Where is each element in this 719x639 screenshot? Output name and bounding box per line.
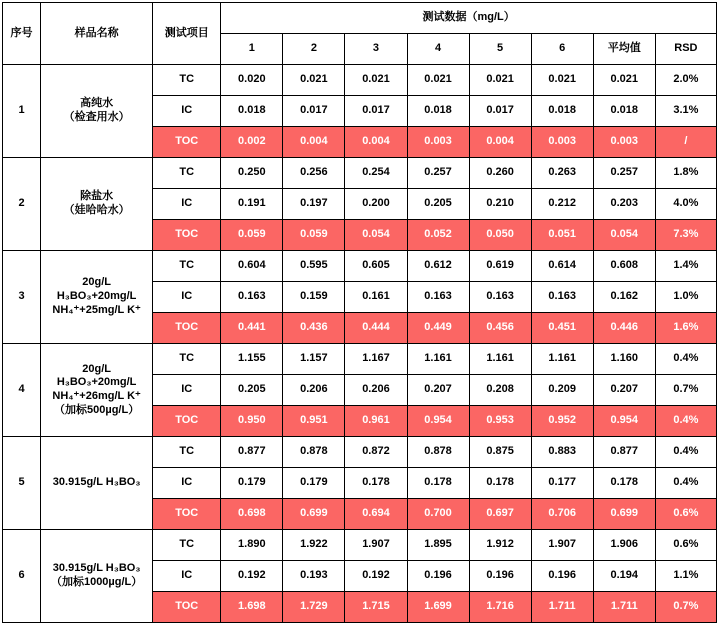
value-measurement: 0.054 (345, 220, 407, 251)
value-measurement: 0.263 (531, 158, 593, 189)
test-item-name: TOC (153, 406, 221, 437)
value-measurement: 1.890 (221, 530, 283, 561)
value-measurement: 1.698 (221, 592, 283, 623)
header-col-1: 1 (221, 34, 283, 65)
header-col-4: 4 (407, 34, 469, 65)
table-row (3, 530, 717, 561)
value-measurement: 0.159 (283, 282, 345, 313)
value-rsd: 0.4% (655, 406, 716, 437)
value-measurement: 0.449 (407, 313, 469, 344)
value-rsd: 3.1% (655, 96, 716, 127)
value-measurement: 0.950 (221, 406, 283, 437)
value-measurement: 0.260 (469, 158, 531, 189)
value-measurement: 0.208 (469, 375, 531, 406)
value-measurement: 0.021 (531, 65, 593, 96)
value-rsd: 0.6% (655, 499, 716, 530)
value-measurement: 0.018 (407, 96, 469, 127)
value-measurement: 0.706 (531, 499, 593, 530)
sample-name-line: （加标1000µg/L） (50, 576, 143, 588)
value-measurement: 0.192 (221, 561, 283, 592)
row-index: 3 (3, 251, 41, 344)
value-measurement: 0.250 (221, 158, 283, 189)
test-item-name: TOC (153, 313, 221, 344)
sample-name-line: 30.915g/L H₃BO₃ (52, 562, 141, 575)
row-index: 6 (3, 530, 41, 623)
value-measurement: 0.197 (283, 189, 345, 220)
value-rsd: 0.4% (655, 437, 716, 468)
value-measurement: 0.951 (283, 406, 345, 437)
value-measurement: 0.163 (531, 282, 593, 313)
header-col-rsd: RSD (655, 34, 716, 65)
sample-name (41, 437, 153, 530)
test-item-name: TC (153, 437, 221, 468)
value-measurement: 0.451 (531, 313, 593, 344)
sample-name-line: 30.915g/L H₃BO₃ (52, 476, 141, 489)
value-mean: 0.257 (593, 158, 655, 189)
value-measurement: 0.878 (283, 437, 345, 468)
value-measurement: 0.003 (407, 127, 469, 158)
value-measurement: 0.612 (407, 251, 469, 282)
test-item-name: TC (153, 530, 221, 561)
value-measurement: 0.256 (283, 158, 345, 189)
value-rsd: 2.0% (655, 65, 716, 96)
sample-name-line: 除盐水 (80, 190, 114, 203)
value-measurement: 0.163 (407, 282, 469, 313)
value-rsd: 1.8% (655, 158, 716, 189)
value-measurement: 0.595 (283, 251, 345, 282)
sample-name-line: 高纯水 (80, 97, 114, 110)
value-measurement: 1.716 (469, 592, 531, 623)
value-measurement: 1.157 (283, 344, 345, 375)
value-measurement: 0.192 (345, 561, 407, 592)
test-item-name: IC (153, 282, 221, 313)
value-measurement: 0.050 (469, 220, 531, 251)
sample-name (41, 65, 153, 158)
value-measurement: 0.883 (531, 437, 593, 468)
sample-name (41, 251, 153, 344)
value-measurement: 0.179 (283, 468, 345, 499)
value-measurement: 0.018 (531, 96, 593, 127)
value-measurement: 0.614 (531, 251, 593, 282)
value-rsd: 0.7% (655, 375, 716, 406)
value-mean: 1.906 (593, 530, 655, 561)
value-measurement: 0.191 (221, 189, 283, 220)
test-item-name: IC (153, 468, 221, 499)
value-rsd: 4.0% (655, 189, 716, 220)
row-index: 1 (3, 65, 41, 158)
value-rsd: 1.4% (655, 251, 716, 282)
table-row (3, 251, 717, 282)
header-col-5: 5 (469, 34, 531, 65)
value-mean: 0.877 (593, 437, 655, 468)
value-mean: 0.194 (593, 561, 655, 592)
sample-name-line: （检查用水） (63, 111, 130, 123)
value-rsd: 0.4% (655, 468, 716, 499)
value-measurement: 1.729 (283, 592, 345, 623)
header-test-item: 测试项目 (153, 3, 221, 65)
sample-name-line: （娃哈哈水） (63, 204, 130, 216)
value-measurement: 0.179 (221, 468, 283, 499)
value-measurement: 0.178 (407, 468, 469, 499)
value-rsd: 0.4% (655, 344, 716, 375)
value-mean: 0.162 (593, 282, 655, 313)
value-measurement: 0.059 (221, 220, 283, 251)
value-measurement: 0.444 (345, 313, 407, 344)
value-measurement: 1.895 (407, 530, 469, 561)
value-measurement: 0.961 (345, 406, 407, 437)
table-row (3, 158, 717, 189)
value-measurement: 0.196 (531, 561, 593, 592)
value-measurement: 0.178 (345, 468, 407, 499)
value-measurement: 0.619 (469, 251, 531, 282)
test-item-name: TC (153, 344, 221, 375)
value-measurement: 0.200 (345, 189, 407, 220)
value-measurement: 0.436 (283, 313, 345, 344)
table-row (3, 344, 717, 375)
value-measurement: 0.604 (221, 251, 283, 282)
value-measurement: 0.196 (407, 561, 469, 592)
test-item-name: IC (153, 189, 221, 220)
header-col-mean: 平均值 (593, 34, 655, 65)
value-measurement: 0.205 (407, 189, 469, 220)
value-measurement: 1.167 (345, 344, 407, 375)
value-measurement: 0.004 (469, 127, 531, 158)
value-measurement: 0.003 (531, 127, 593, 158)
value-measurement: 0.163 (469, 282, 531, 313)
value-mean: 0.003 (593, 127, 655, 158)
value-measurement: 1.912 (469, 530, 531, 561)
value-measurement: 0.207 (407, 375, 469, 406)
sample-name-line: 20g/L (82, 362, 111, 375)
row-index: 5 (3, 437, 41, 530)
table-body (3, 65, 717, 623)
value-mean: 0.954 (593, 406, 655, 437)
table-row (3, 437, 717, 468)
value-measurement: 1.161 (531, 344, 593, 375)
value-measurement: 0.004 (283, 127, 345, 158)
value-mean: 0.207 (593, 375, 655, 406)
value-measurement: 0.257 (407, 158, 469, 189)
header-row-top (3, 3, 717, 34)
value-mean: 0.608 (593, 251, 655, 282)
table-row (3, 65, 717, 96)
test-item-name: IC (153, 561, 221, 592)
value-mean: 0.699 (593, 499, 655, 530)
value-mean: 0.203 (593, 189, 655, 220)
value-measurement: 1.907 (345, 530, 407, 561)
header-test-data-group: 测试数据（mg/L） (221, 3, 717, 34)
value-measurement: 0.020 (221, 65, 283, 96)
value-measurement: 0.004 (345, 127, 407, 158)
sample-name (41, 158, 153, 251)
value-measurement: 0.002 (221, 127, 283, 158)
value-measurement: 0.205 (221, 375, 283, 406)
value-measurement: 0.212 (531, 189, 593, 220)
header-col-3: 3 (345, 34, 407, 65)
value-rsd: 1.0% (655, 282, 716, 313)
value-measurement: 0.954 (407, 406, 469, 437)
value-measurement: 0.254 (345, 158, 407, 189)
header-col-6: 6 (531, 34, 593, 65)
value-measurement: 0.161 (345, 282, 407, 313)
value-measurement: 0.694 (345, 499, 407, 530)
header-sample-name: 样品名称 (41, 3, 153, 65)
value-measurement: 0.178 (469, 468, 531, 499)
value-mean: 0.021 (593, 65, 655, 96)
value-rsd: 0.6% (655, 530, 716, 561)
value-measurement: 1.155 (221, 344, 283, 375)
sample-name (41, 344, 153, 437)
value-rsd: 7.3% (655, 220, 716, 251)
value-measurement: 0.953 (469, 406, 531, 437)
value-measurement: 0.021 (469, 65, 531, 96)
value-measurement: 1.907 (531, 530, 593, 561)
row-index: 2 (3, 158, 41, 251)
value-measurement: 0.193 (283, 561, 345, 592)
value-measurement: 0.021 (283, 65, 345, 96)
value-measurement: 0.952 (531, 406, 593, 437)
header-index: 序号 (3, 3, 41, 65)
value-rsd: / (655, 127, 716, 158)
value-measurement: 0.051 (531, 220, 593, 251)
test-item-name: TOC (153, 127, 221, 158)
value-measurement: 0.196 (469, 561, 531, 592)
value-measurement: 1.161 (469, 344, 531, 375)
value-mean: 0.054 (593, 220, 655, 251)
value-measurement: 1.699 (407, 592, 469, 623)
sample-name-line: NH₄⁺+25mg/L K⁺ (52, 303, 141, 316)
value-measurement: 0.699 (283, 499, 345, 530)
value-measurement: 0.017 (469, 96, 531, 127)
value-measurement: 0.700 (407, 499, 469, 530)
value-measurement: 0.206 (345, 375, 407, 406)
value-measurement: 0.441 (221, 313, 283, 344)
sample-name (41, 530, 153, 623)
value-measurement: 0.021 (407, 65, 469, 96)
value-rsd: 1.6% (655, 313, 716, 344)
value-measurement: 0.163 (221, 282, 283, 313)
test-item-name: IC (153, 96, 221, 127)
test-item-name: IC (153, 375, 221, 406)
test-results-table (2, 2, 717, 623)
test-item-name: TC (153, 158, 221, 189)
value-mean: 1.711 (593, 592, 655, 623)
value-measurement: 0.605 (345, 251, 407, 282)
value-measurement: 0.878 (407, 437, 469, 468)
test-item-name: TOC (153, 592, 221, 623)
value-measurement: 0.210 (469, 189, 531, 220)
value-measurement: 0.875 (469, 437, 531, 468)
sample-name-line: H₃BO₃+20mg/L (56, 290, 137, 303)
sample-name-line: H₃BO₃+20mg/L (56, 376, 137, 389)
value-measurement: 0.052 (407, 220, 469, 251)
test-item-name: TOC (153, 499, 221, 530)
value-measurement: 0.872 (345, 437, 407, 468)
table-header (3, 3, 717, 65)
value-rsd: 1.1% (655, 561, 716, 592)
value-mean: 0.178 (593, 468, 655, 499)
value-measurement: 0.177 (531, 468, 593, 499)
sample-name-line: NH₄⁺+26mg/L K⁺ (52, 390, 141, 402)
value-measurement: 0.697 (469, 499, 531, 530)
value-measurement: 0.018 (221, 96, 283, 127)
value-mean: 0.018 (593, 96, 655, 127)
value-mean: 1.160 (593, 344, 655, 375)
value-measurement: 0.698 (221, 499, 283, 530)
sample-name-line: 20g/L (82, 276, 111, 289)
test-item-name: TC (153, 251, 221, 282)
row-index: 4 (3, 344, 41, 437)
header-col-2: 2 (283, 34, 345, 65)
value-measurement: 0.017 (283, 96, 345, 127)
value-measurement: 0.017 (345, 96, 407, 127)
value-measurement: 1.715 (345, 592, 407, 623)
value-measurement: 1.922 (283, 530, 345, 561)
value-measurement: 0.059 (283, 220, 345, 251)
value-measurement: 0.209 (531, 375, 593, 406)
value-measurement: 0.456 (469, 313, 531, 344)
sample-name-line: （加标500µg/L） (54, 403, 140, 416)
test-item-name: TC (153, 65, 221, 96)
value-mean: 0.446 (593, 313, 655, 344)
value-measurement: 1.161 (407, 344, 469, 375)
value-measurement: 0.021 (345, 65, 407, 96)
value-measurement: 0.877 (221, 437, 283, 468)
value-rsd: 0.7% (655, 592, 716, 623)
value-measurement: 1.711 (531, 592, 593, 623)
test-item-name: TOC (153, 220, 221, 251)
value-measurement: 0.206 (283, 375, 345, 406)
